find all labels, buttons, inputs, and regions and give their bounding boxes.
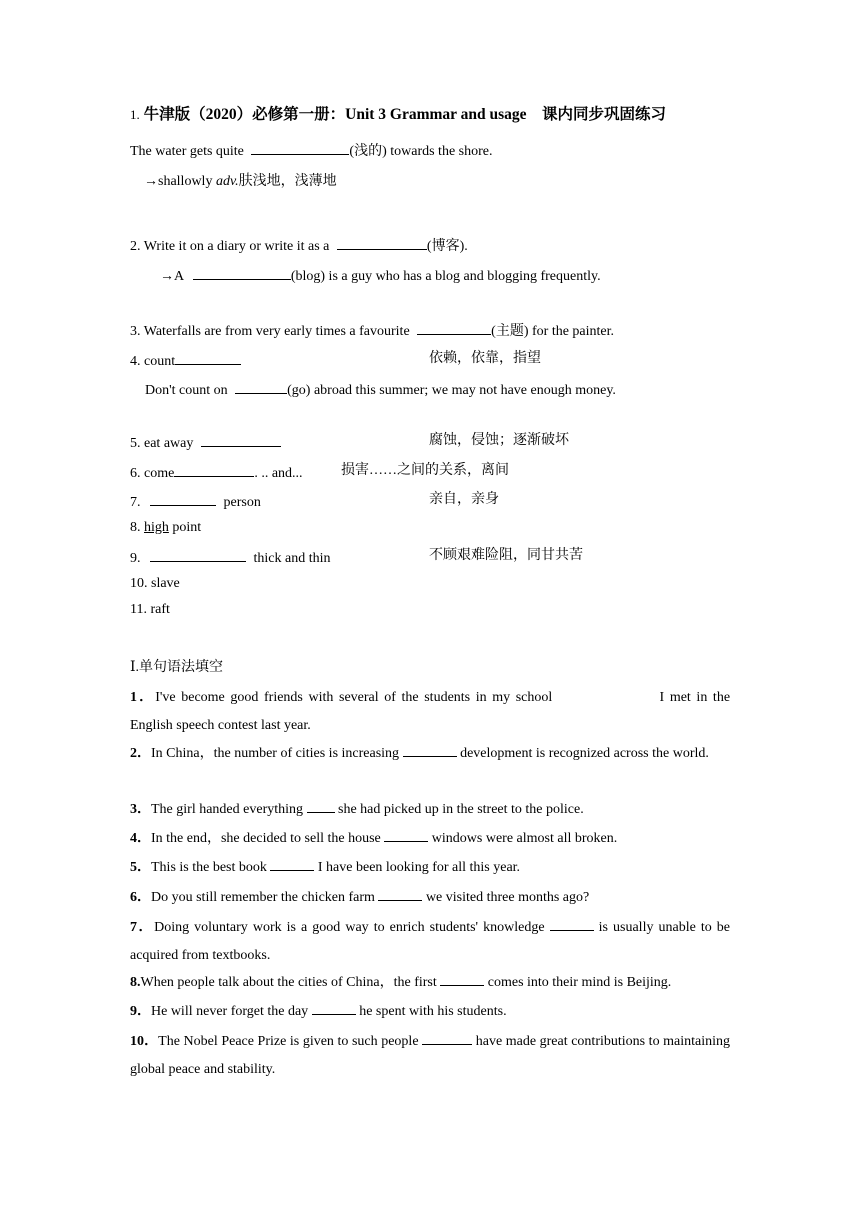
title-text: 牛津版（2020）必修第一册：Unit 3 Grammar and usage 课内同步巩固练习 <box>143 106 667 123</box>
section-heading: Ⅰ.单句语法填空 <box>130 660 224 675</box>
answer-blank[interactable] <box>550 916 594 931</box>
answer-blank[interactable] <box>270 856 314 871</box>
question-text: we visited three months ago? <box>425 890 590 905</box>
sentence-text: (博客). <box>426 239 468 254</box>
sentence-text: 2. Write it on a diary or write it as a <box>130 239 330 254</box>
note-meaning: 肤浅地，浅薄地 <box>238 174 337 189</box>
phrase-meaning-6: 损害……之间的关系，离间 <box>341 463 509 478</box>
sentence-text: (blog) is a guy who has a blog and blogging frequently. <box>290 269 601 284</box>
question-number: 10 <box>130 1034 144 1049</box>
question-number: 5 <box>130 860 137 875</box>
question-number: 1 <box>130 690 137 705</box>
answer-blank[interactable] <box>193 265 291 280</box>
phrase-text: point <box>172 520 202 535</box>
phrase-text: 9. <box>130 551 141 566</box>
answer-blank[interactable] <box>174 462 254 477</box>
answer-blank[interactable] <box>251 140 349 155</box>
question-sep: ． <box>137 890 151 905</box>
question-number: 2 <box>130 746 137 761</box>
part-of-speech: adv. <box>215 174 239 189</box>
question-text: Do you still remember the chicken farm <box>151 890 375 905</box>
vocab-phrase-9 <box>130 547 331 568</box>
question-8 <box>130 969 730 997</box>
question-sep: ． <box>137 1004 151 1019</box>
question-9 <box>130 998 730 1026</box>
phrase-text: 4. count <box>130 354 176 369</box>
question-text: I met in the English speech contest last year. <box>130 690 731 733</box>
question-number: 6 <box>130 890 137 905</box>
sentence-text: (go) abroad this summer; we may not have enough money. <box>287 383 616 398</box>
question-text: The girl handed everything <box>151 802 304 817</box>
phrase-text: 8. <box>130 520 141 535</box>
answer-blank[interactable] <box>307 798 335 813</box>
answer-blank[interactable] <box>403 742 457 757</box>
question-text: The Nobel Peace Prize is given to such people <box>158 1034 419 1049</box>
answer-blank[interactable] <box>312 1000 356 1015</box>
question-number: 7 <box>130 920 137 935</box>
vocab-phrase-7 <box>130 491 261 512</box>
vocab-phrase-10: 10. slave <box>130 576 180 591</box>
question-text: In the end，she decided to sell the house <box>151 831 381 846</box>
question-number: 3 <box>130 802 137 817</box>
question-2 <box>130 740 730 768</box>
question-6 <box>130 884 730 912</box>
phrase-text: 5. eat away <box>130 436 194 451</box>
vocab-phrase-4 <box>130 350 241 371</box>
phrase-meaning-4: 依赖，依靠，指望 <box>429 351 541 366</box>
question-sep: ． <box>137 860 151 875</box>
question-sep: ． <box>137 690 156 705</box>
answer-blank[interactable] <box>150 547 246 562</box>
question-5 <box>130 854 730 882</box>
sentence-text: (主题) for the painter. <box>491 324 615 339</box>
question-text: I've become good friends with several of the students in my school <box>155 690 553 705</box>
vocab-note-2 <box>160 265 601 286</box>
question-1 <box>130 684 730 740</box>
underlined-word: high <box>144 520 169 535</box>
question-number: 9 <box>130 1004 137 1019</box>
sentence-text: Don't count on <box>145 383 228 398</box>
answer-blank[interactable] <box>175 350 241 365</box>
answer-blank[interactable] <box>235 379 287 394</box>
sentence-text: (浅的) towards the shore. <box>349 144 493 159</box>
answer-blank[interactable] <box>417 320 491 335</box>
answer-blank[interactable] <box>422 1030 472 1045</box>
question-text: This is the best book <box>151 860 267 875</box>
note-word: →A <box>160 269 184 284</box>
phrase-text: thick and thin <box>253 551 331 566</box>
answer-blank[interactable] <box>378 886 422 901</box>
answer-blank[interactable] <box>150 491 216 506</box>
question-text: she had picked up in the street to the police. <box>338 802 584 817</box>
question-text: Doing voluntary work is a good way to enrich students' knowledge <box>154 920 545 935</box>
phrase-meaning-7: 亲自，亲身 <box>429 492 499 507</box>
question-number: 4 <box>130 831 137 846</box>
vocab-sentence-3 <box>130 320 614 341</box>
vocab-note-1 <box>144 173 337 191</box>
answer-blank[interactable] <box>337 235 427 250</box>
question-sep: . <box>137 975 141 990</box>
answer-blank[interactable] <box>201 432 281 447</box>
question-text: he spent with his students. <box>359 1004 507 1019</box>
sentence-text: The water gets quite <box>130 144 244 159</box>
title-number: 1. <box>130 107 140 122</box>
question-text: comes into their mind is Beijing. <box>487 975 672 990</box>
vocab-phrase-8 <box>130 519 201 537</box>
phrase-text: person <box>223 495 261 510</box>
phrase-meaning-9: 不顾艰难险阻，同甘共苦 <box>429 548 583 563</box>
question-sep: ． <box>137 831 151 846</box>
answer-blank[interactable] <box>440 971 484 986</box>
answer-blank[interactable] <box>384 827 428 842</box>
question-sep: ． <box>144 1034 159 1049</box>
vocab-example-4 <box>145 379 616 400</box>
question-3 <box>130 796 730 824</box>
question-number: 8 <box>130 975 137 990</box>
question-text: He will never forget the day <box>151 1004 309 1019</box>
phrase-meaning-5: 腐蚀，侵蚀；逐渐破坏 <box>429 433 569 448</box>
phrase-text: 7. <box>130 495 141 510</box>
question-sep: ． <box>137 802 151 817</box>
question-text: In China，the number of cities is increasing <box>151 746 400 761</box>
vocab-phrase-5 <box>130 432 281 453</box>
question-text: is usually unable to be acquired from textbooks. <box>130 920 731 963</box>
question-text: windows were almost all broken. <box>431 831 618 846</box>
phrase-text: . .. and... <box>254 466 303 481</box>
phrase-text: 6. come <box>130 466 175 481</box>
note-word: →shallowly <box>144 174 213 189</box>
question-text: have made great contributions to maintaining global peace and stability. <box>130 1034 731 1077</box>
question-sep: ． <box>137 746 151 761</box>
question-10 <box>130 1028 730 1084</box>
question-text: development is recognized across the world. <box>460 746 709 761</box>
page-title <box>130 106 666 124</box>
question-text: I have been looking for all this year. <box>317 860 521 875</box>
vocab-sentence-1 <box>130 140 492 161</box>
vocab-sentence-2 <box>130 235 468 256</box>
question-7 <box>130 914 730 970</box>
vocab-phrase-6 <box>130 462 303 483</box>
question-4 <box>130 825 730 853</box>
vocab-phrase-11: 11. raft <box>130 602 170 617</box>
sentence-text: 3. Waterfalls are from very early times a favourite <box>130 324 410 339</box>
question-text: When people talk about the cities of China，the first <box>140 975 437 990</box>
question-sep: ． <box>137 920 155 935</box>
